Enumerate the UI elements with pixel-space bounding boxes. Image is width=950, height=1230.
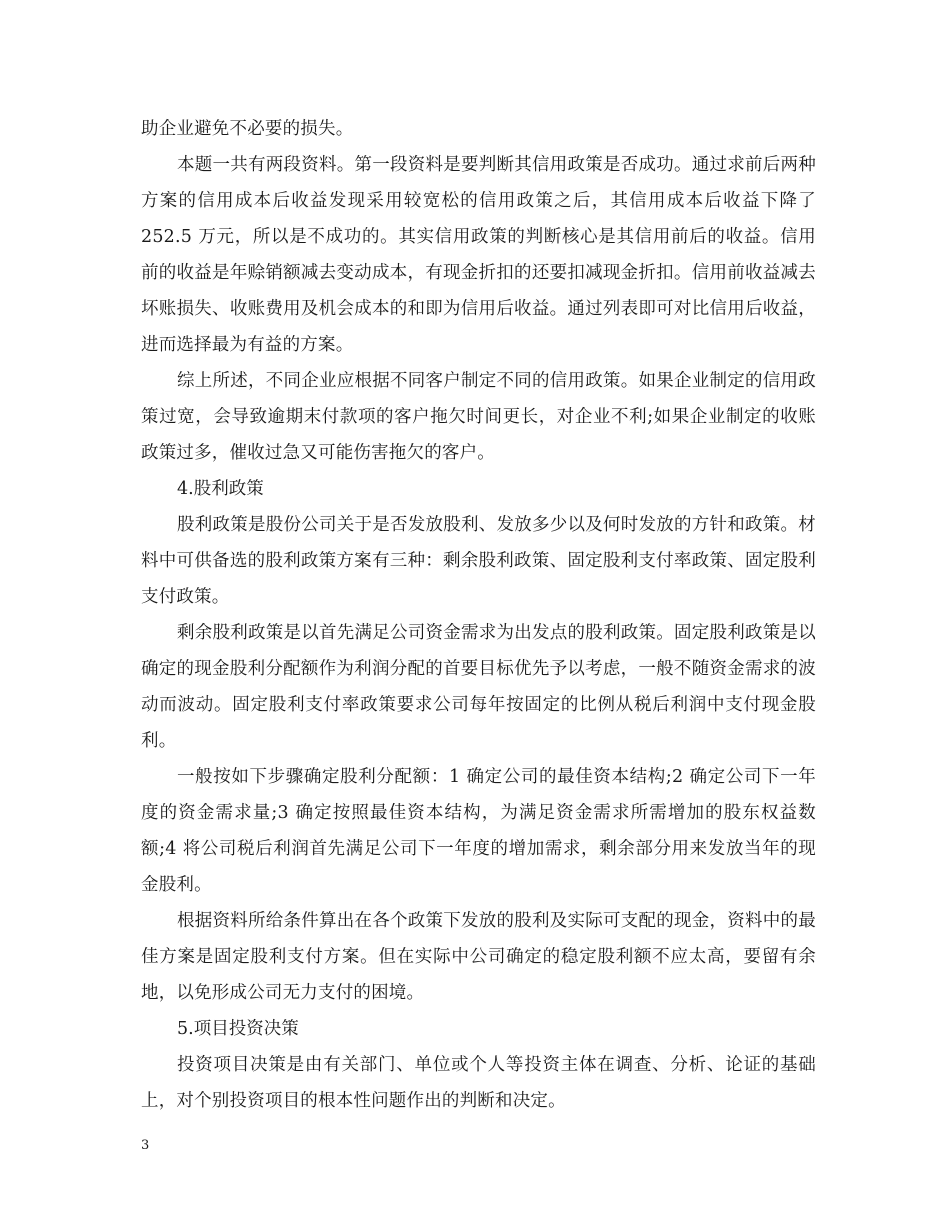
document-body	[141, 111, 816, 1119]
paragraph-continuation: 助企业避免不必要的损失。	[141, 119, 354, 139]
paragraph-dividend-conclusion: 根据资料所给条件算出在各个政策下发放的股利及实际可支配的现金，资料中的最佳方案是固定股利支付方案。但在实际中公司确定的稳定股利额不应太高，要留有余地，以免形成公司无力支付的困境。	[141, 911, 816, 1003]
page-number: 3	[141, 1138, 150, 1153]
paragraph-dividend-steps: 一般按如下步骤确定股利分配额：1 确定公司的最佳资本结构;2 确定公司下一年度的资金需求量;3 确定按照最佳资本结构，为满足资金需求所需增加的股东权益数额;4 将公司税后利润首先满足公司下一年度的增加需求，剩余部分用来发放当年的现金股利。	[141, 767, 816, 895]
paragraph-dividend-definition: 股利政策是股份公司关于是否发放股利、发放多少以及何时发放的方针和政策。材料中可供备选的股利政策方案有三种：剩余股利政策、固定股利支付率政策、固定股利支付政策。	[141, 515, 816, 607]
paragraph-summary: 综上所述，不同企业应根据不同客户制定不同的信用政策。如果企业制定的信用政策过宽，会导致逾期末付款项的客户拖欠时间更长，对企业不利;如果企业制定的收账政策过多，催收过急又可能伤害拖欠的客户。	[141, 371, 816, 463]
section-heading-dividend-policy: 4.股利政策	[177, 479, 264, 499]
paragraph-credit-analysis: 本题一共有两段资料。第一段资料是要判断其信用政策是否成功。通过求前后两种方案的信用成本后收益发现采用较宽松的信用政策之后，其信用成本后收益下降了 252.5 万元，所以是不成功的。其实信用政策的判断核心是其信用前后的收益。信用前的收益是年赊销额减去变动成本，有现金折扣的还要扣减现金折扣。信用前收益减去坏账损失、收账费用及机会成本的和即为信用后收益。通过列表即可对比信用后收益，进而选择最为有益的方案。	[141, 155, 816, 355]
paragraph-investment-definition: 投资项目决策是由有关部门、单位或个人等投资主体在调查、分析、论证的基础上，对个别投资项目的根本性问题作出的判断和决定。	[141, 1055, 816, 1111]
paragraph-dividend-types: 剩余股利政策是以首先满足公司资金需求为出发点的股利政策。固定股利政策是以确定的现金股利分配额作为利润分配的首要目标优先予以考虑，一般不随资金需求的波动而波动。固定股利支付率政策要求公司每年按固定的比例从税后利润中支付现金股利。	[141, 623, 816, 751]
section-heading-investment-decision: 5.项目投资决策	[177, 1019, 299, 1039]
